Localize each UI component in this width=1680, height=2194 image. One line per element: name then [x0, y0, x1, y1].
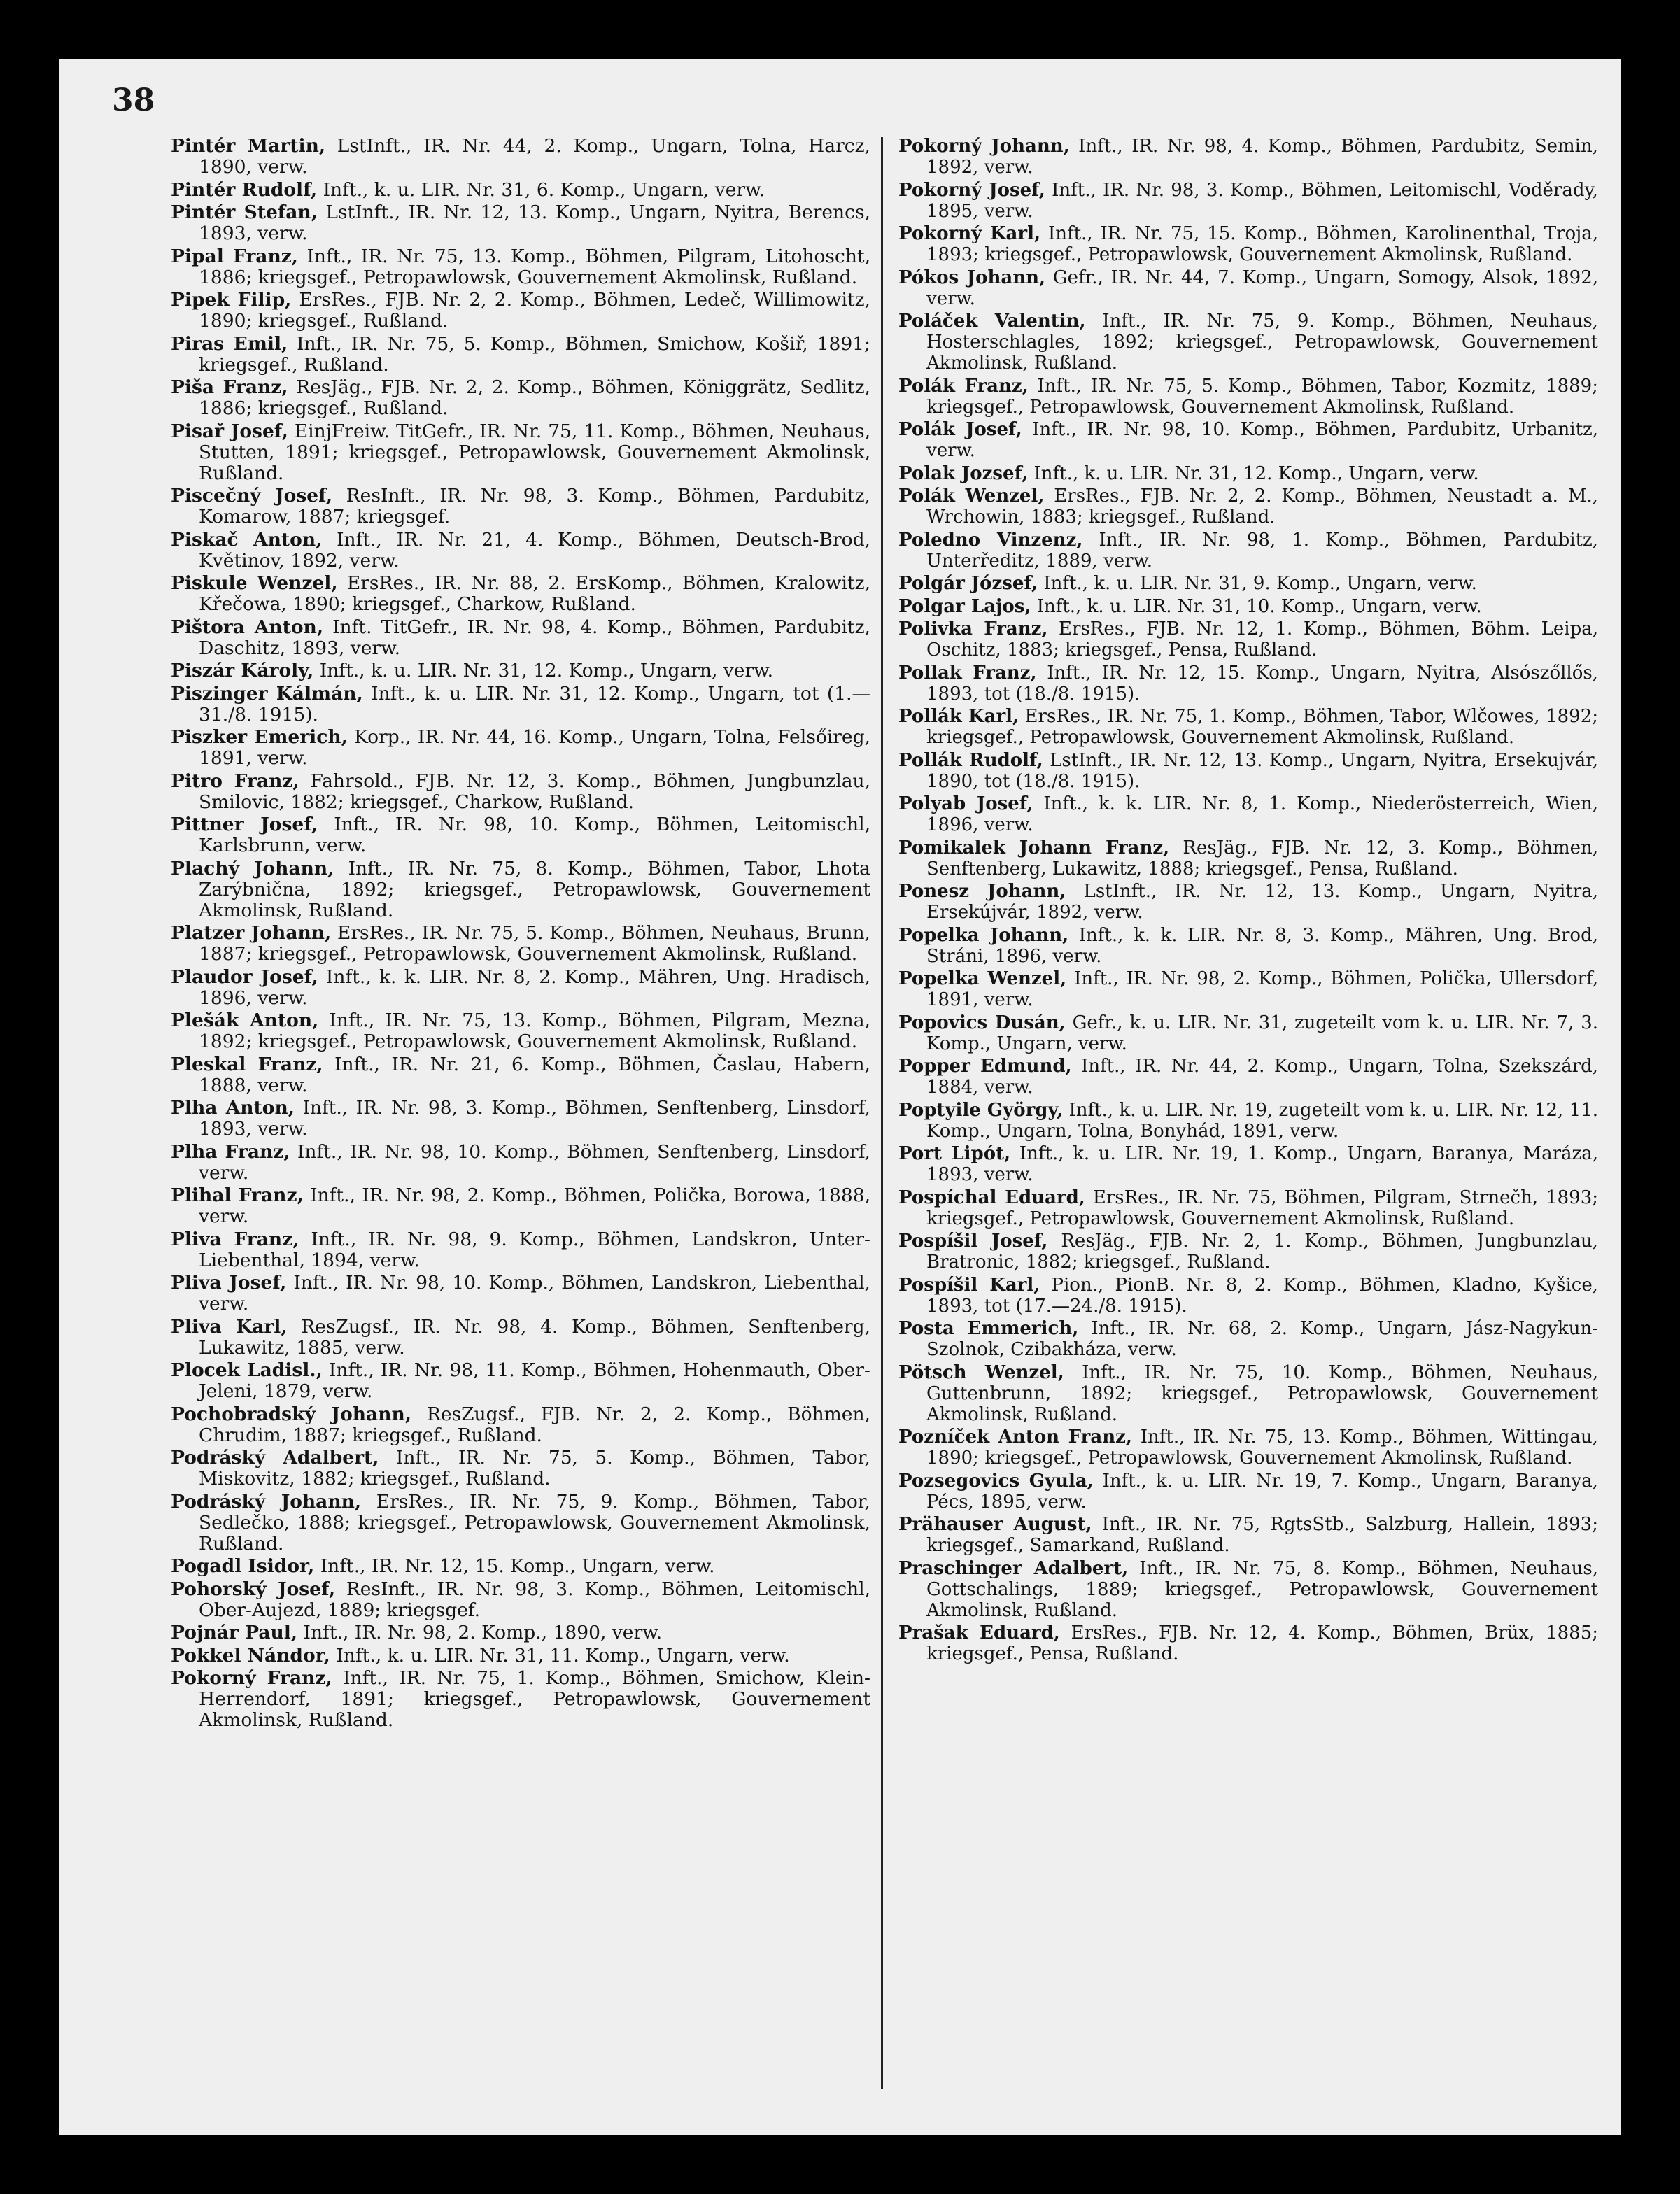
entry-name: Pokorný Karl,: [898, 223, 1041, 244]
entry-name: Pokorný Johann,: [898, 136, 1070, 157]
list-item: [898, 706, 1598, 748]
entry-details: Inft., IR. Nr. 98, 2. Komp., Böhmen, Polička, Ullersdorf, 1891, verw.: [926, 968, 1598, 1010]
entry-details: Inft., k. u. LIR. Nr. 31, 10. Komp., Ungarn, verw.: [1036, 595, 1482, 617]
list-item: [171, 334, 870, 376]
entry-details: ErsRes., FJB. Nr. 12, 4. Komp., Böhmen, Brüx, 1885; kriegsgef., Pensa, Rußland.: [926, 1622, 1598, 1664]
list-item: [898, 136, 1598, 178]
list-item: [898, 463, 1598, 484]
entry-details: Inft., IR. Nr. 98, 11. Komp., Böhmen, Hohenmauth, Ober-Jeleni, 1879, verw.: [199, 1359, 870, 1402]
list-item: [898, 1558, 1598, 1621]
entry-name: Piskač Anton,: [171, 528, 323, 551]
entry-details: Inft., k. k. LIR. Nr. 8, 3. Komp., Mähren, Ung. Brod, Stráni, 1896, verw.: [926, 924, 1598, 967]
entry-details: Inft., IR. Nr. 75, 13. Komp., Böhmen, Pilgram, Mezna, 1892; kriegsgef., Petropawlowsk, Gouvernement Akmolinsk, Rußland.: [199, 1010, 870, 1052]
entry-details: Inft., k. u. LIR. Nr. 31, 6. Komp., Ungarn, verw.: [323, 178, 765, 201]
list-item: [898, 1056, 1598, 1098]
entry-name: Piras Emil,: [171, 332, 288, 355]
entry-details: LstInft., IR. Nr. 44, 2. Komp., Ungarn, Tolna, Harcz, 1890, verw.: [199, 136, 870, 178]
entry-details: Gefr., IR. Nr. 44, 7. Komp., Ungarn, Somogy, Alsok, 1892, verw.: [926, 267, 1598, 309]
entry-details: ErsRes., FJB. Nr. 2, 2. Komp., Böhmen, Ledeč, Willimowitz, 1890; kriegsgef., Rußland.: [199, 289, 870, 332]
entry-name: Pokkel Nándor,: [171, 1644, 330, 1666]
entry-name: Polák Wenzel,: [898, 486, 1045, 507]
entry-name: Plha Anton,: [171, 1097, 295, 1119]
list-item: [171, 1229, 870, 1271]
list-item: [171, 486, 870, 528]
entry-name: Popper Edmund,: [898, 1056, 1072, 1077]
list-item: [898, 1187, 1598, 1229]
entry-name: Pitro Franz,: [171, 770, 299, 792]
entry-details: Inft., IR. Nr. 98, 2. Komp., 1890, verw.: [303, 1622, 663, 1643]
entry-details: ResZugsf., FJB. Nr. 2, 2. Komp., Böhmen, Chrudim, 1887; kriegsgef., Rußland.: [199, 1403, 870, 1446]
list-item: [171, 290, 870, 332]
list-item: [171, 1622, 870, 1643]
list-item: [171, 377, 870, 419]
list-item: [898, 573, 1598, 594]
entry-name: Podráský Johann,: [171, 1490, 362, 1513]
list-item: [171, 421, 870, 484]
list-item: [898, 881, 1598, 923]
entry-details: Inft., k. u. LIR. Nr. 19, 1. Komp., Ungarn, Baranya, Maráza, 1893, verw.: [926, 1143, 1598, 1185]
list-item: [171, 202, 870, 244]
list-item: [171, 858, 870, 921]
list-item: [898, 837, 1598, 879]
entry-name: Pozsegovics Gyula,: [898, 1470, 1094, 1492]
list-item: [171, 1492, 870, 1555]
list-item: [898, 968, 1598, 1010]
list-item: [171, 967, 870, 1009]
list-item: [898, 376, 1598, 418]
entry-details: Inft., k. u. LIR. Nr. 31, 12. Komp., Ungarn, tot (1.—31./8. 1915).: [199, 682, 870, 726]
entry-name: Poláček Valentin,: [898, 311, 1086, 332]
entry-name: Plaudor Josef,: [171, 965, 318, 988]
list-item: [898, 663, 1598, 705]
entry-name: Plachý Johann,: [171, 857, 334, 879]
list-item: [171, 1579, 870, 1621]
entry-details: Inft., IR. Nr. 98, 4. Komp., Böhmen, Pardubitz, Semin, 1892, verw.: [926, 136, 1598, 178]
entry-details: Inft., IR. Nr. 75, 8. Komp., Böhmen, Tabor, Lhota Zarýbnična, 1892; kriegsgef., Petropawlowsk, Gouvernement Akmolinsk, Rußland.: [199, 857, 870, 921]
entry-details: LstInft., IR. Nr. 12, 13. Komp., Ungarn, Nyitra, Ersekújvár, 1892, verw.: [926, 881, 1598, 923]
entry-name: Plihal Franz,: [171, 1184, 304, 1206]
entry-name: Pipal Franz,: [171, 245, 299, 267]
list-item: [898, 180, 1598, 222]
entry-name: Pospíšil Josef,: [898, 1231, 1048, 1252]
entry-details: Inft., IR. Nr. 75, 9. Komp., Böhmen, Neuhaus, Hosterschlagles, 1892; kriegsgef., Petropawlowsk, Gouvernement Akmolinsk, Rußland.: [926, 311, 1598, 374]
list-item: [171, 727, 870, 769]
list-item: [898, 1362, 1598, 1425]
entry-details: ErsRes., IR. Nr. 75, 1. Komp., Böhmen, Tabor, Wlčowes, 1892; kriegsgef., Petropawlowsk, Gouvernement Akmolinsk, Rußland.: [926, 706, 1598, 748]
list-item: [171, 1646, 870, 1666]
list-item: [898, 1622, 1598, 1664]
entry-name: Polák Franz,: [898, 375, 1029, 397]
left-column: [171, 136, 870, 1733]
list-item: [898, 1012, 1598, 1054]
list-item: [171, 1556, 870, 1577]
entry-details: ResJäg., FJB. Nr. 2, 1. Komp., Böhmen, Jungbunzlau, Bratronic, 1882; kriegsgef., Rußland.: [926, 1231, 1598, 1273]
entry-name: Prähauser August,: [898, 1514, 1092, 1535]
entry-details: Inft., IR. Nr. 98, 3. Komp., Böhmen, Leitomischl, Voděrady, 1895, verw.: [926, 179, 1598, 222]
entry-details: LstInft., IR. Nr. 12, 13. Komp., Ungarn, Nyitra, Berencs, 1893, verw.: [199, 201, 870, 244]
entry-name: Posta Emmerich,: [898, 1318, 1079, 1339]
right-column: [898, 136, 1598, 1666]
entry-name: Pištora Anton,: [171, 616, 324, 638]
entry-details: ErsRes., FJB. Nr. 12, 1. Komp., Böhmen, Böhm. Leipa, Oschitz, 1883; kriegsgef., Pensa, Rußland.: [926, 618, 1598, 660]
entry-name: Pozníček Anton Franz,: [898, 1427, 1132, 1448]
entry-name: Pliva Josef,: [171, 1272, 287, 1294]
list-item: [898, 486, 1598, 528]
list-item: [171, 1448, 870, 1489]
entry-name: Pohorský Josef,: [171, 1578, 336, 1600]
list-item: [171, 246, 870, 288]
column-divider: [881, 137, 883, 2089]
entry-details: Inft., k. k. LIR. Nr. 8, 1. Komp., Niederösterreich, Wien, 1896, verw.: [926, 793, 1598, 835]
entry-name: Ponesz Johann,: [898, 881, 1066, 902]
entry-details: Inft., k. u. LIR. Nr. 31, 12. Komp., Ungarn, verw.: [1033, 462, 1479, 484]
list-item: [171, 180, 870, 201]
entry-details: Inft., IR. Nr. 98, 2. Komp., Böhmen, Polička, Borowa, 1888, verw.: [199, 1184, 870, 1227]
entry-details: Inft., k. u. LIR. Nr. 31, 12. Komp., Ungarn, verw.: [319, 660, 774, 681]
entry-name: Pogadl Isidor,: [171, 1555, 315, 1577]
entry-details: Inft., k. u. LIR. Nr. 19, zugeteilt vom k. u. LIR. Nr. 12, 11. Komp., Ungarn, Tolna, Bonyhád, 1891, verw.: [926, 1099, 1598, 1142]
scan-border-right: [1621, 0, 1680, 2194]
entry-details: EinjFreiw. TitGefr., IR. Nr. 75, 11. Komp., Böhmen, Neuhaus, Stutten, 1891; kriegsgef., Petropawlowsk, Gouvernement Akmolinsk, Rußland.: [199, 420, 870, 484]
entry-name: Piša Franz,: [171, 376, 288, 398]
entry-name: Poptyile György,: [898, 1099, 1064, 1121]
entry-details: Inft., IR. Nr. 98, 1. Komp., Böhmen, Pardubitz, Unterředitz, 1889, verw.: [926, 529, 1598, 572]
entry-details: Inft., IR. Nr. 75, 13. Komp., Böhmen, Pilgram, Litohoscht, 1886; kriegsgef., Petropawlowsk, Gouvernement Akmolinsk, Rußland.: [199, 245, 870, 288]
list-item: [171, 1142, 870, 1184]
entry-details: Inft., IR. Nr. 98, 10. Komp., Böhmen, Landskron, Liebenthal, verw.: [199, 1272, 870, 1315]
list-item: [898, 419, 1598, 461]
entry-details: ResJäg., FJB. Nr. 12, 3. Komp., Böhmen, Senftenberg, Lukawitz, 1888; kriegsgef., Pensa, Rußland.: [926, 837, 1598, 879]
entry-details: Fahrsold., FJB. Nr. 12, 3. Komp., Böhmen, Jungbunzlau, Smilovic, 1882; kriegsgef., Charkow, Rußland.: [199, 770, 870, 813]
entry-name: Polgar Lajos,: [898, 595, 1031, 617]
list-item: [171, 1404, 870, 1446]
entry-name: Piskule Wenzel,: [171, 572, 338, 594]
list-item: [898, 1471, 1598, 1513]
entry-details: ResZugsf., IR. Nr. 98, 4. Komp., Böhmen, Senftenberg, Lukawitz, 1885, verw.: [199, 1315, 870, 1359]
entry-name: Plha Franz,: [171, 1140, 290, 1163]
entry-details: ResInft., IR. Nr. 98, 3. Komp., Böhmen, Leitomischl, Ober-Aujezd, 1889; kriegsgef.: [199, 1578, 870, 1621]
entry-name: Pospíšil Karl,: [898, 1274, 1040, 1296]
entry-details: Inft., IR. Nr. 98, 9. Komp., Böhmen, Landskron, Unter-Liebenthal, 1894, verw.: [199, 1228, 870, 1271]
entry-details: Inft., IR. Nr. 21, 4. Komp., Böhmen, Deutsch-Brod, Květinov, 1892, verw.: [199, 528, 870, 572]
list-item: [898, 596, 1598, 617]
entry-name: Polgár József,: [898, 573, 1038, 594]
entry-name: Platzer Johann,: [171, 922, 332, 944]
entry-details: Inft., IR. Nr. 44, 2. Komp., Ungarn, Tolna, Szekszárd, 1884, verw.: [926, 1056, 1598, 1098]
entry-details: Inft., IR. Nr. 75, 15. Komp., Böhmen, Karolinenthal, Troja, 1893; kriegsgef., Petropawlowsk, Gouvernement Akmolinsk, Rußland.: [926, 223, 1598, 265]
list-item: [171, 573, 870, 615]
list-item: [898, 1231, 1598, 1273]
list-item: [171, 660, 870, 681]
entry-details: ResJäg., FJB. Nr. 2, 2. Komp., Böhmen, Königgrätz, Sedlitz, 1886; kriegsgef., Rußland.: [199, 376, 870, 419]
entry-name: Plocek Ladisl.,: [171, 1359, 323, 1381]
entry-details: ErsRes., IR. Nr. 75, 5. Komp., Böhmen, Neuhaus, Brunn, 1887; kriegsgef., Petropawlowsk, Gouvernement Akmolinsk, Rußland.: [199, 922, 870, 965]
entry-details: Inft. TitGefr., IR. Nr. 98, 4. Komp., Böhmen, Pardubitz, Daschitz, 1893, verw.: [199, 616, 870, 659]
scan-border-left: [0, 0, 59, 2194]
entry-name: Polivka Franz,: [898, 618, 1048, 639]
entry-name: Pomikalek Johann Franz,: [898, 837, 1170, 858]
entry-details: Inft., IR. Nr. 75, 5. Komp., Böhmen, Tabor, Miskovitz, 1882; kriegsgef., Rußland.: [199, 1447, 870, 1489]
entry-name: Polyab Josef,: [898, 793, 1033, 814]
entry-details: ErsRes., FJB. Nr. 2, 2. Komp., Böhmen, Neustadt a. M., Wrchowin, 1883; kriegsgef., Rußland.: [926, 486, 1598, 528]
list-item: [171, 1317, 870, 1359]
list-item: [898, 1514, 1598, 1556]
entry-name: Pokorný Franz,: [171, 1667, 332, 1689]
list-item: [898, 793, 1598, 835]
scan-border-top: [0, 0, 1680, 59]
page-number: 38: [112, 83, 155, 118]
entry-name: Pisař Josef,: [171, 420, 288, 442]
entry-details: Inft., IR. Nr. 12, 15. Komp., Ungarn, Nyitra, Alsószőllős, 1893, tot (18./8. 1915).: [926, 662, 1598, 705]
list-item: [171, 1010, 870, 1052]
entry-name: Praschinger Adalbert,: [898, 1557, 1129, 1579]
entry-details: Inft., IR. Nr. 75, 8. Komp., Böhmen, Neuhaus, Gottschalings, 1889; kriegsgef., Petropawlowsk, Gouvernement Akmolinsk, Rußland.: [926, 1557, 1598, 1621]
list-item: [898, 530, 1598, 572]
list-item: [898, 1318, 1598, 1360]
entry-name: Pokorný Josef,: [898, 179, 1045, 201]
entry-name: Pintér Rudolf,: [171, 178, 318, 201]
entry-name: Piszker Emerich,: [171, 726, 348, 748]
entry-name: Pollák Rudolf,: [898, 749, 1043, 771]
list-item: [898, 223, 1598, 265]
entry-name: Pötsch Wenzel,: [898, 1361, 1064, 1383]
entry-name: Pospíchal Eduard,: [898, 1187, 1085, 1208]
entry-details: Inft., IR. Nr. 98, 3. Komp., Böhmen, Senftenberg, Linsdorf, 1893, verw.: [199, 1097, 870, 1140]
list-item: [898, 1275, 1598, 1317]
entry-name: Pleskal Franz,: [171, 1053, 323, 1075]
entry-name: Pókos Johann,: [898, 267, 1046, 288]
entry-details: Inft., IR. Nr. 12, 15. Komp., Ungarn, verw.: [320, 1555, 715, 1577]
entry-details: Inft., IR. Nr. 68, 2. Komp., Ungarn, Jász-Nagykun-Szolnok, Czibakháza, verw.: [926, 1318, 1598, 1360]
list-item: [171, 923, 870, 965]
list-item: [898, 750, 1598, 792]
list-item: [171, 1185, 870, 1227]
list-item: [171, 530, 870, 572]
list-item: [898, 267, 1598, 309]
list-item: [171, 1098, 870, 1140]
list-item: [171, 1054, 870, 1096]
entry-name: Plešák Anton,: [171, 1010, 319, 1031]
entry-name: Prašak Eduard,: [898, 1622, 1060, 1643]
entry-name: Piscečný Josef,: [171, 485, 333, 507]
entry-name: Pittner Josef,: [171, 814, 318, 835]
entry-name: Popovics Dusán,: [898, 1012, 1066, 1033]
entry-details: Inft., IR. Nr. 98, 10. Komp., Böhmen, Senftenberg, Linsdorf, verw.: [199, 1140, 870, 1184]
entry-name: Polak Jozsef,: [898, 462, 1029, 484]
list-item: [171, 1668, 870, 1731]
list-item: [171, 136, 870, 178]
entry-details: Inft., k. u. LIR. Nr. 31, 9. Komp., Ungarn, verw.: [1043, 573, 1477, 594]
entry-details: ErsRes., IR. Nr. 75, Böhmen, Pilgram, Strnečh, 1893; kriegsgef., Petropawlowsk, Gouvernement Akmolinsk, Rußland.: [926, 1187, 1598, 1229]
entry-name: Piszinger Kálmán,: [171, 682, 363, 705]
entry-name: Pintér Stefan,: [171, 201, 318, 223]
list-item: [898, 1143, 1598, 1185]
list-item: [898, 311, 1598, 374]
entry-details: Inft., k. u. LIR. Nr. 19, 7. Komp., Ungarn, Baranya, Pécs, 1895, verw.: [926, 1470, 1598, 1513]
list-item: [898, 925, 1598, 967]
scan-border-bottom: [0, 2135, 1680, 2194]
entry-details: Pion., PionB. Nr. 8, 2. Komp., Böhmen, Kladno, Kyšice, 1893, tot (17.—24./8. 1915).: [926, 1274, 1598, 1317]
entry-details: Korp., IR. Nr. 44, 16. Komp., Ungarn, Tolna, Felsőireg, 1891, verw.: [199, 726, 870, 769]
entry-name: Polák Josef,: [898, 419, 1022, 440]
entry-details: Inft., k. u. LIR. Nr. 31, 11. Komp., Ungarn, verw.: [336, 1644, 790, 1666]
entry-name: Pliva Karl,: [171, 1315, 288, 1338]
entry-details: Inft., IR. Nr. 75, 1. Komp., Böhmen, Smichow, Klein-Herrendorf, 1891; kriegsgef., Petropawlowsk, Gouvernement Akmolinsk, Rußland.: [199, 1667, 870, 1731]
entry-name: Pliva Franz,: [171, 1228, 299, 1250]
entry-details: Inft., k. k. LIR. Nr. 8, 2. Komp., Mähren, Ung. Hradisch, 1896, verw.: [199, 965, 870, 1009]
entry-details: Inft., IR. Nr. 98, 10. Komp., Böhmen, Pardubitz, Urbanitz, verw.: [926, 419, 1598, 461]
list-item: [171, 1360, 870, 1402]
entry-details: Inft., IR. Nr. 75, 13. Komp., Böhmen, Wittingau, 1890; kriegsgef., Petropawlowsk, Gouvernement Akmolinsk, Rußland.: [926, 1427, 1598, 1468]
entry-name: Piszár Károly,: [171, 660, 314, 681]
list-item: [171, 1273, 870, 1315]
list-item: [898, 1100, 1598, 1142]
entry-details: ErsRes., IR. Nr. 88, 2. ErsKomp., Böhmen, Kralowitz, Křečowa, 1890; kriegsgef., Charkow, Rußland.: [199, 572, 870, 615]
entry-name: Popelka Wenzel,: [898, 968, 1067, 989]
entry-name: Pochobradský Johann,: [171, 1403, 411, 1425]
entry-name: Port Lipót,: [898, 1143, 1011, 1164]
entry-details: Inft., IR. Nr. 75, 10. Komp., Böhmen, Neuhaus, Guttenbrunn, 1892; kriegsgef., Petropawlowsk, Gouvernement Akmolinsk, Rußland.: [926, 1361, 1598, 1425]
entry-details: LstInft., IR. Nr. 12, 13. Komp., Ungarn, Nyitra, Ersekujvár, 1890, tot (18./8. 1915).: [926, 749, 1598, 792]
entry-name: Popelka Johann,: [898, 924, 1069, 946]
list-item: [171, 771, 870, 813]
entry-name: Pollak Franz,: [898, 662, 1037, 684]
entry-details: Inft., IR. Nr. 98, 10. Komp., Böhmen, Leitomischl, Karlsbrunn, verw.: [199, 814, 870, 856]
list-item: [898, 1427, 1598, 1468]
entry-name: Podráský Adalbert,: [171, 1447, 379, 1468]
entry-name: Pipek Filip,: [171, 289, 292, 311]
entry-details: Gefr., k. u. LIR. Nr. 31, zugeteilt vom k. u. LIR. Nr. 7, 3. Komp., Ungarn, verw.: [926, 1012, 1598, 1054]
entry-name: Pintér Martin,: [171, 136, 326, 157]
list-item: [898, 618, 1598, 660]
entry-details: ErsRes., IR. Nr. 75, 9. Komp., Böhmen, Tabor, Sedlečko, 1888; kriegsgef., Petropawlowsk, Gouvernement Akmolinsk, Rußland.: [199, 1490, 870, 1555]
entry-name: Poledno Vinzenz,: [898, 529, 1083, 551]
entry-details: Inft., IR. Nr. 75, 5. Komp., Böhmen, Tabor, Kozmitz, 1889; kriegsgef., Petropawlowsk, Gouvernement Akmolinsk, Rußland.: [926, 375, 1598, 418]
entry-details: Inft., IR. Nr. 21, 6. Komp., Böhmen, Časlau, Habern, 1888, verw.: [199, 1053, 870, 1096]
entry-details: Inft., IR. Nr. 75, RgtsStb., Salzburg, Hallein, 1893; kriegsgef., Samarkand, Rußland.: [926, 1514, 1598, 1556]
list-item: [171, 684, 870, 726]
entry-details: ResInft., IR. Nr. 98, 3. Komp., Böhmen, Pardubitz, Komarow, 1887; kriegsgef.: [199, 485, 870, 528]
list-item: [171, 814, 870, 856]
entry-name: Pojnár Paul,: [171, 1622, 298, 1643]
entry-details: Inft., IR. Nr. 75, 5. Komp., Böhmen, Smichow, Košiř, 1891; kriegsgef., Rußland.: [199, 332, 870, 376]
list-item: [171, 617, 870, 659]
entry-name: Pollák Karl,: [898, 706, 1019, 727]
